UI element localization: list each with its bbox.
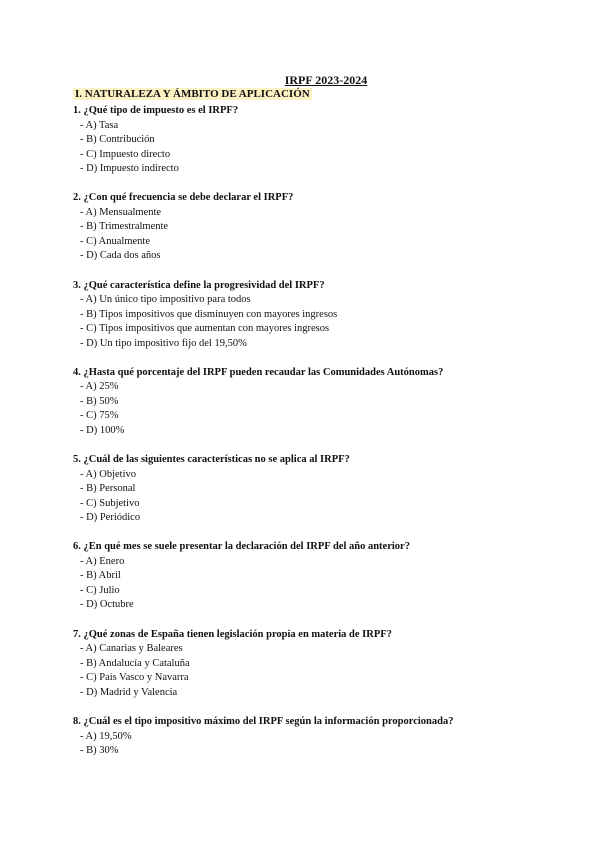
answer-option: - B) Andalucía y Cataluña: [80, 657, 190, 669]
answer-option: - C) País Vasco y Navarra: [80, 672, 189, 684]
answer-options: [73, 730, 573, 759]
answer-options: [73, 380, 573, 438]
answer-option: - B) Tipos impositivos que disminuyen con mayores ingresos: [80, 308, 338, 320]
answer-option: - B) Personal: [80, 483, 136, 495]
answer-option: - C) Tipos impositivos que aumentan con mayores ingresos: [80, 323, 330, 335]
answer-options: [73, 293, 573, 351]
answer-option: - B) Abril: [80, 570, 121, 582]
answer-options: [73, 642, 573, 700]
answer-option: - B) Trimestralmente: [80, 221, 169, 233]
question-text: 7. ¿Qué zonas de España tienen legislación propia en materia de IRPF?: [73, 628, 392, 640]
question-block: [73, 279, 573, 352]
answer-options: [73, 119, 573, 177]
answer-option: - D) Cada dos años: [80, 250, 161, 262]
answer-option: - D) Octubre: [80, 599, 134, 611]
question-text: 2. ¿Con qué frecuencia se debe declarar el IRPF?: [73, 192, 294, 204]
answer-option: - C) Anualmente: [80, 235, 150, 247]
question-block: [73, 715, 573, 759]
answer-option: - B) 50%: [80, 395, 119, 407]
answer-option: - D) Madrid y Valencia: [80, 686, 178, 698]
answer-option: - C) Julio: [80, 584, 120, 596]
answer-options: [73, 468, 573, 526]
answer-option: - C) Subjetivo: [80, 497, 140, 509]
question-text: 1. ¿Qué tipo de impuesto es el IRPF?: [73, 105, 239, 116]
answer-option: - B) 30%: [80, 745, 119, 757]
answer-option: - D) Impuesto indirecto: [80, 163, 179, 174]
question-block: [73, 366, 573, 439]
question-list: [73, 104, 573, 773]
answer-option: - C) 75%: [80, 410, 119, 422]
question-block: [73, 104, 573, 177]
answer-option: - B) Contribución: [80, 134, 155, 145]
answer-option: - A) 19,50%: [80, 730, 132, 742]
question-block: [73, 628, 573, 701]
answer-options: [73, 555, 573, 613]
answer-option: - D) Un tipo impositivo fijo del 19,50%: [80, 337, 247, 349]
question-block: [73, 191, 573, 264]
question-text: 4. ¿Hasta qué porcentaje del IRPF pueden recaudar las Comunidades Autónomas?: [73, 366, 444, 378]
answer-option: - A) Canarias y Baleares: [80, 643, 183, 655]
question-block: [73, 540, 573, 613]
answer-options: [73, 206, 573, 264]
answer-option: - A) Mensualmente: [80, 206, 162, 218]
question-text: 3. ¿Qué característica define la progresividad del IRPF?: [73, 279, 325, 291]
answer-option: - D) Periódico: [80, 512, 141, 524]
answer-option: - A) Un único tipo impositivo para todos: [80, 294, 251, 306]
answer-option: - A) Objetivo: [80, 468, 136, 480]
answer-option: - A) Tasa: [80, 119, 119, 131]
answer-option: - D) 100%: [80, 424, 125, 436]
answer-option: - A) 25%: [80, 381, 119, 393]
section-heading: I. NATURALEZA Y ÁMBITO DE APLICACIÓN: [75, 88, 310, 100]
question-text: 5. ¿Cuál de las siguientes características no se aplica al IRPF?: [73, 454, 350, 466]
question-text: 8. ¿Cuál es el tipo impositivo máximo del IRPF según la información proporcionada?: [73, 716, 454, 728]
question-block: [73, 453, 573, 526]
answer-option: - C) Impuesto directo: [80, 148, 171, 160]
answer-option: - A) Enero: [80, 555, 125, 567]
question-text: 6. ¿En qué mes se suele presentar la declaración del IRPF del año anterior?: [73, 541, 410, 553]
document-title: IRPF 2023-2024: [284, 73, 368, 87]
